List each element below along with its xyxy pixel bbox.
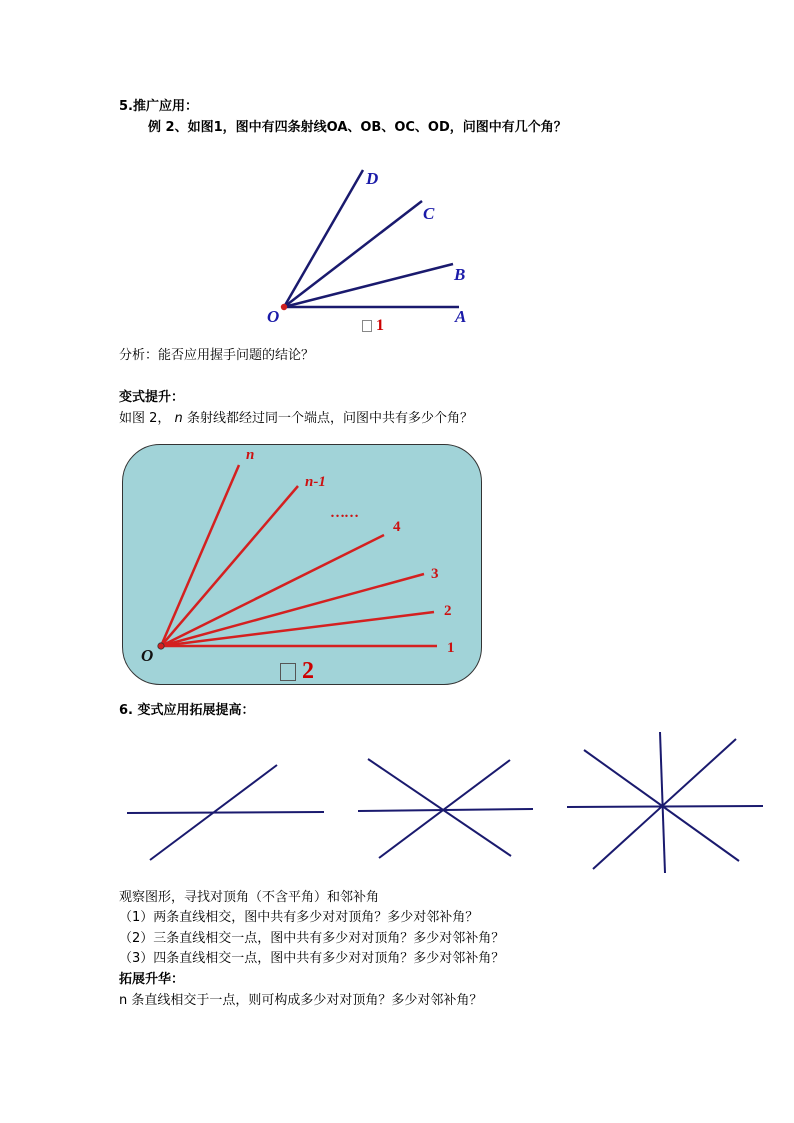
line-1a — [127, 812, 324, 813]
variant-question-suffix: 条射线都经过同一个端点，问图中共有多少个角？ — [186, 411, 473, 426]
line-2b — [368, 759, 511, 856]
label-b: B — [454, 265, 466, 284]
observe-intro: 观察图形，寻找对顶角（不含平角）和邻补角 — [119, 890, 380, 905]
label-d: D — [366, 169, 379, 188]
label-ray-4: 4 — [393, 519, 401, 535]
figure2-caption-number: 2 — [302, 658, 314, 684]
figure1-caption-number: 1 — [376, 317, 384, 334]
section6-heading: 6. 变式应用拓展提高： — [119, 703, 255, 718]
label-o: O — [267, 307, 280, 326]
label-ray-3: 3 — [431, 566, 439, 582]
variant-question-prefix: 如图 2， — [119, 411, 171, 426]
line-3b — [660, 732, 665, 873]
observe-question-3: （3）四条直线相交一点，图中共有多少对对顶角？多少对邻补角？ — [119, 951, 505, 966]
label-ray-n: n — [246, 447, 255, 463]
label-ray-n-1: n-1 — [305, 474, 326, 490]
example2-question: 例 2、如图1，图中有四条射线OA、OB、OC、OD，问图中有几个角？ — [148, 120, 567, 135]
label-ray-2: 2 — [444, 603, 452, 619]
label-o2: O — [141, 646, 154, 665]
observe-question-1: （1）两条直线相交，图中共有多少对对顶角？多少对邻补角？ — [119, 910, 479, 925]
analysis-text: 分析：能否应用握手问题的结论？ — [119, 348, 315, 363]
label-ray-1: 1 — [447, 640, 455, 656]
extension-heading: 拓展升华： — [119, 972, 185, 987]
variant-heading: 变式提升： — [119, 390, 185, 405]
section5-heading: 5.推广应用： — [119, 99, 198, 114]
label-dots: …… — [330, 505, 358, 521]
label-a: A — [455, 307, 467, 326]
three-lines-diagram — [358, 759, 533, 858]
label-c: C — [423, 204, 435, 223]
variant-question-var: n — [174, 411, 183, 426]
observe-question-2: （2）三条直线相交一点，图中共有多少对对顶角？多少对邻补角？ — [119, 931, 505, 946]
two-lines-diagram — [127, 765, 324, 860]
four-lines-diagram — [567, 732, 763, 873]
extension-question: n 条直线相交于一点，则可构成多少对对顶角？多少对邻补角？ — [119, 993, 483, 1008]
